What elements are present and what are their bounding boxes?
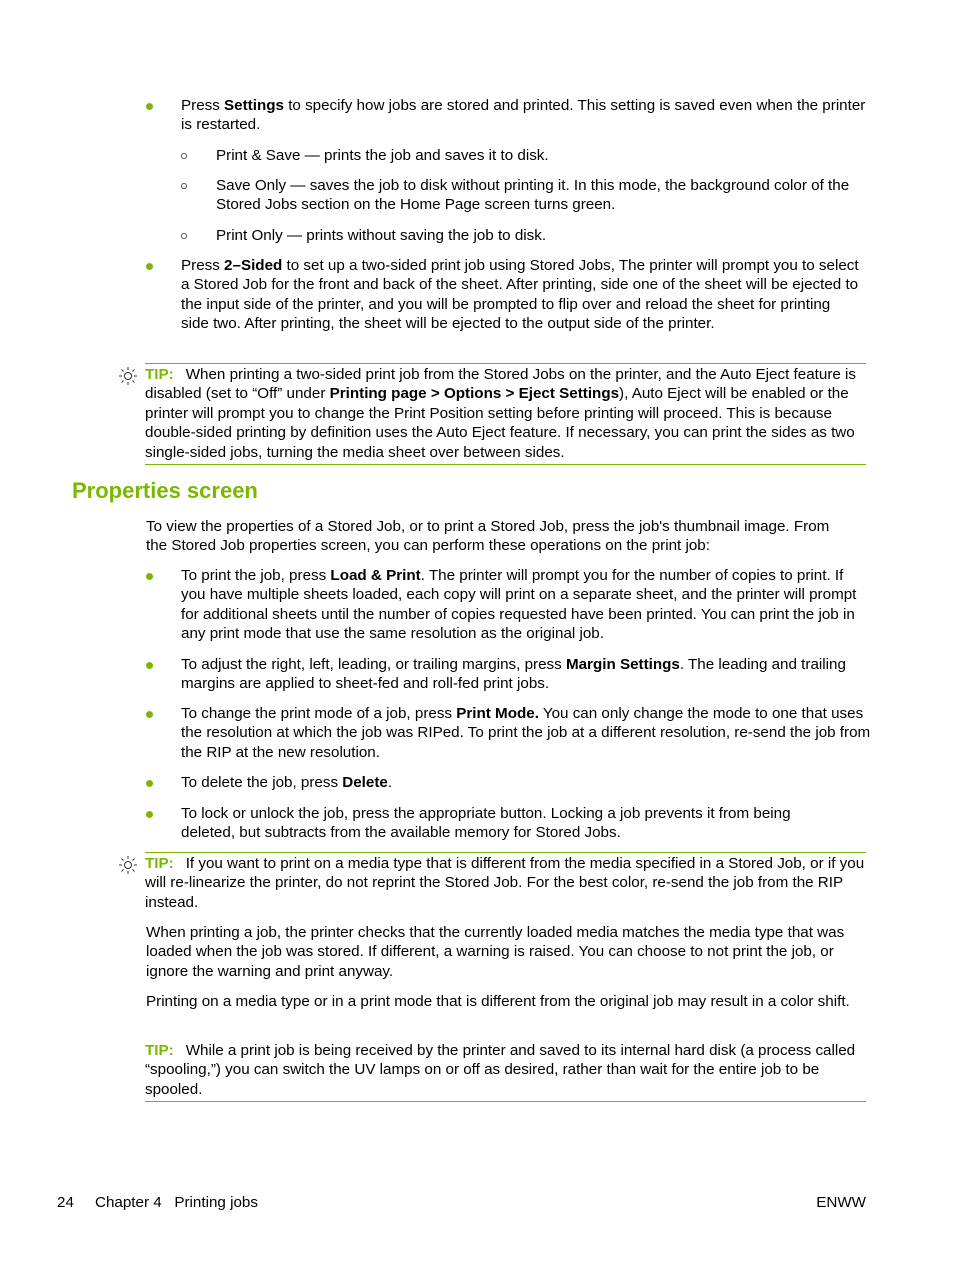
tip-label: TIP:	[145, 366, 174, 383]
bullet-dot	[146, 662, 153, 669]
list-item-delete: To delete the job, press Delete.	[181, 774, 393, 791]
sub-bullet-dot	[181, 153, 187, 159]
section-heading: Properties screen	[72, 478, 258, 503]
tip-label: TIP:	[145, 855, 174, 872]
bullet-dot	[146, 711, 153, 718]
body-paragraph: When printing a job, the printer checks that the currently loaded media matches the media type that was loaded when the job was stored. If different, a warning is raised. You can choose to not print the job, or ignore the warning and print anyway.	[146, 924, 845, 980]
lightbulb-icon	[118, 366, 138, 386]
list-item-margin-settings: To adjust the right, left, leading, or trailing margins, press Margin Settings. The leading and trailing margins are applied to sheet-fed and roll-fed print jobs.	[181, 656, 846, 693]
sub-bullet-dot	[181, 233, 187, 239]
sub-item-save-only: Save Only — saves the job to disk without printing it. In this mode, the background color of the Stored Jobs section on the Home Page screen turns green.	[216, 177, 850, 214]
tip-box: TIP: When printing a two-sided print job from the Stored Jobs on the printer, and the Auto Eject feature is disabled (set to “Off” under Printing page > Options > Eject Settings), Auto Eject will be enabled or the printer will prompt you to change the Print Position setting before printing will proceed. This is because double-sided printing by definition uses the Auto Eject feature. If necessary, you can print the sides as two single-sided jobs, turning the media sheet over between sides.	[145, 363, 866, 465]
bullet-dot	[146, 103, 153, 110]
footer-chapter: Chapter 4 Printing jobs	[95, 1194, 258, 1211]
bullet-dot	[146, 573, 153, 580]
list-item-print-mode: To change the print mode of a job, press Print Mode. You can only change the mode to one that uses the resolution at which the job was RIPed. To print the job at a different resolution, re-send the job from the RIP at the new resolution.	[181, 705, 871, 761]
tip-label: TIP:	[145, 1042, 174, 1059]
tip-box: TIP: While a print job is being received by the printer and saved to its internal hard disk (a process called “spooling,”) you can switch the UV lamps on or off as desired, rather than wait for the entire job to be spooled.	[145, 1041, 866, 1102]
body-paragraph: Printing on a media type or in a print mode that is different from the original job may result in a color shift.	[146, 993, 850, 1010]
list-item-lock: To lock or unlock the job, press the appropriate button. Locking a job prevents it from being deleted, but subtracts from the available memory for Stored Jobs.	[181, 805, 791, 842]
bullet-dot	[146, 811, 153, 818]
list-item-two-sided: Press 2–Sided to set up a two-sided print job using Stored Jobs, The printer will prompt you to select a Stored Job for the front and back of the sheet. After printing, side one of the sheet will be ejected to the input side of the printer, and you will be prompted to flip over and reload the sheet for printing side two. After printing, the sheet will be ejected to the output side of the printer.	[181, 257, 859, 333]
sub-item-print-save: Print & Save — prints the job and saves it to disk.	[216, 147, 549, 164]
sub-bullet-dot	[181, 183, 187, 189]
list-item-settings: Press Settings to specify how jobs are stored and printed. This setting is saved even when the printer is restarted.	[181, 97, 866, 134]
sub-item-print-only: Print Only — prints without saving the job to disk.	[216, 227, 547, 244]
intro-paragraph: To view the properties of a Stored Job, or to print a Stored Job, press the job's thumbnail image. From the Stored Job properties screen, you can perform these operations on the print job:	[146, 518, 830, 555]
list-item-load-print: To print the job, press Load & Print. The printer will prompt you for the number of copies to print. If you have multiple sheets loaded, each copy will print on a separate sheet, and the printer will prompt for additional sheets until the number of copies requested have been printed. You can print the job in any print mode that use the same resolution as the original job.	[181, 567, 857, 643]
bullet-dot	[146, 263, 153, 270]
lightbulb-icon	[118, 855, 138, 875]
page-number: 24	[57, 1194, 74, 1211]
bullet-dot	[146, 780, 153, 787]
footer-enww: ENWW	[816, 1194, 866, 1211]
tip-box: TIP: If you want to print on a media type that is different from the media specified in a Stored Job, or if you will re-linearize the printer, do not reprint the Stored Job. For the best color, re-send the job from the RIP instead.	[145, 852, 866, 912]
